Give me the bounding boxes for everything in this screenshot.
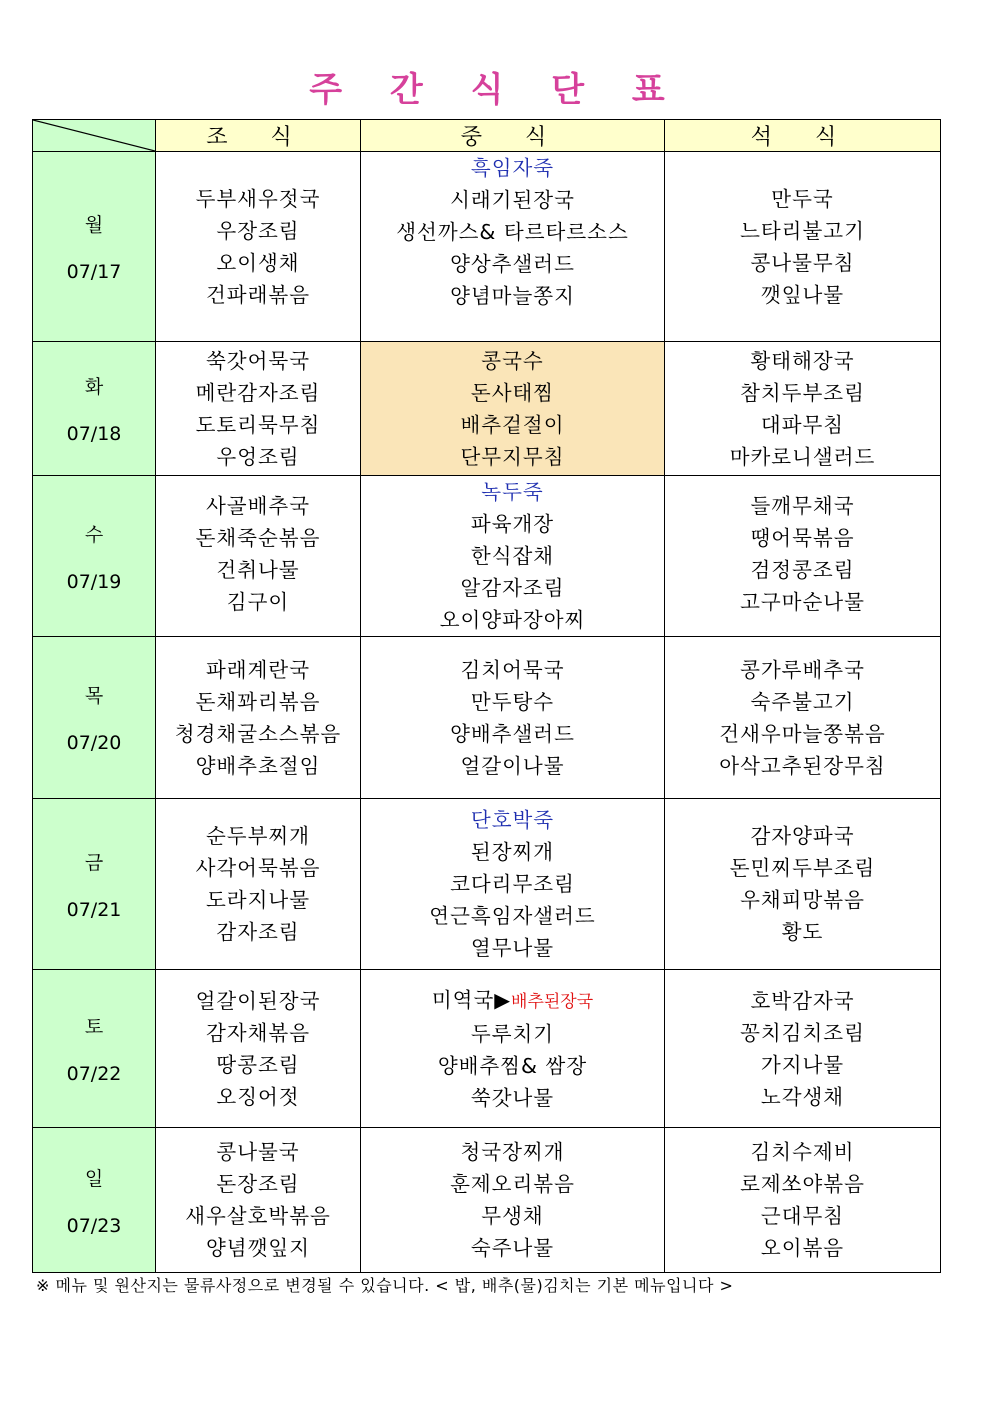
- menu-item: 오이볶음: [760, 1236, 845, 1260]
- replacement-soup: 배추된장국: [511, 991, 594, 1012]
- menu-item: 무생채: [481, 1204, 544, 1228]
- menu-item: 열무나물: [470, 936, 555, 960]
- date-label: 07/20: [66, 732, 122, 754]
- column-header-breakfast: 조 식: [156, 120, 361, 152]
- day-label: 월: [84, 214, 104, 236]
- menu-item: 건파래볶음: [205, 282, 310, 307]
- menu-item: 김구이: [226, 590, 290, 614]
- menu-item: 가지나물: [760, 1052, 845, 1077]
- breakfast-cell: [156, 342, 361, 476]
- menu-item: 노각생채: [760, 1084, 845, 1109]
- menu-item: 우채피망볶음: [740, 888, 865, 912]
- menu-item: 땅콩조림: [216, 1052, 300, 1077]
- date-label: 07/23: [66, 1214, 122, 1237]
- day-label: 토: [84, 1016, 104, 1038]
- day-row: [33, 1128, 941, 1273]
- menu-item: 콩나물무침: [750, 250, 855, 275]
- menu-item: 훈제오리볶음: [450, 1172, 575, 1196]
- menu-item: 한식잡채: [470, 544, 555, 568]
- menu-item: 오징어젓: [216, 1084, 300, 1109]
- menu-item: 파육개장: [470, 512, 555, 536]
- column-header-dinner: 석 식: [665, 120, 941, 152]
- menu-item: 청국장찌개: [460, 1140, 565, 1164]
- breakfast-cell: [156, 637, 361, 799]
- menu-item: 쑥갓어묵국: [205, 348, 310, 373]
- menu-item: 두부새우젓국: [195, 186, 321, 211]
- day-cell: [33, 637, 156, 799]
- menu-item: 콩국수: [481, 348, 544, 373]
- menu-item: 김치어묵국: [460, 657, 565, 682]
- menu-item: 감자채볶음: [205, 1020, 310, 1045]
- lunch-cell: [361, 476, 665, 637]
- menu-item: 아삭고추된장무침: [719, 753, 886, 778]
- menu-item: 도토리묵무침: [195, 412, 321, 437]
- dinner-cell: [665, 152, 941, 342]
- dinner-cell: [665, 637, 941, 799]
- menu-item: 돈사태찜: [470, 380, 555, 405]
- menu-item: 감자조림: [216, 920, 300, 944]
- date-label: 07/19: [66, 570, 122, 593]
- date-label: 07/21: [66, 898, 122, 921]
- day-cell: [33, 342, 156, 476]
- menu-item: 양념깻잎지: [205, 1236, 310, 1260]
- menu-item: 순두부찌개: [205, 824, 310, 848]
- menu-item: 양배추샐러드: [450, 721, 575, 746]
- footer-note: ※ 메뉴 및 원산지는 물류사정으로 변경될 수 있습니다. < 밥, 배추(물)김치는 기본 메뉴입니다 >: [36, 1276, 734, 1295]
- lunch-cell: [361, 799, 665, 970]
- menu-item: 시래기된장국: [450, 188, 575, 212]
- menu-item: 근대무침: [760, 1204, 845, 1228]
- menu-item: 황도: [781, 920, 824, 944]
- menu-item: 숙주불고기: [750, 689, 855, 714]
- menu-item: 얼갈이된장국: [195, 988, 321, 1013]
- special-porridge: 녹두죽: [481, 480, 544, 504]
- day-row: [33, 637, 941, 799]
- menu-item: 꽁치김치조림: [740, 1020, 865, 1045]
- menu-item: 호박감자국: [750, 988, 855, 1013]
- menu-item: 사골배추국: [205, 494, 310, 518]
- menu-item: 검정콩조림: [750, 558, 855, 582]
- menu-item: 돈채죽순볶음: [195, 526, 321, 550]
- menu-item: 연근흑임자샐러드: [429, 904, 596, 928]
- day-row: [33, 799, 941, 970]
- menu-item: 깻잎나물: [760, 282, 845, 307]
- day-cell: [33, 970, 156, 1128]
- menu-item: 김치수제비: [750, 1140, 855, 1164]
- breakfast-cell: [156, 476, 361, 637]
- diagonal-line: [33, 120, 155, 151]
- weekly-menu-table: [32, 119, 941, 1273]
- menu-item: 두루치기: [470, 1021, 555, 1046]
- corner-cell: [33, 120, 156, 152]
- day-cell: [33, 152, 156, 342]
- day-row: [33, 970, 941, 1128]
- menu-item: 들깨무채국: [750, 494, 855, 518]
- menu-item: 양상추샐러드: [450, 252, 575, 276]
- menu-item: 사각어묵볶음: [195, 856, 321, 880]
- menu-item: 대파무침: [760, 412, 845, 437]
- menu-item: 돈장조림: [216, 1172, 300, 1196]
- day-label: 수: [84, 523, 104, 546]
- menu-item: 감자양파국: [750, 824, 855, 848]
- day-cell: [33, 476, 156, 637]
- lunch-cell: [361, 1128, 665, 1273]
- menu-item: 우장조림: [216, 218, 300, 243]
- menu-item: 느타리불고기: [740, 218, 865, 243]
- day-row: [33, 342, 941, 476]
- menu-item: 쑥갓나물: [470, 1085, 555, 1110]
- menu-item: 오이생채: [216, 250, 300, 275]
- column-header-lunch: 중 식: [361, 120, 665, 152]
- breakfast-cell: [156, 1128, 361, 1273]
- menu-item: 만두국: [771, 186, 834, 211]
- menu-item: 양배추초절임: [195, 753, 321, 778]
- menu-item: 코다리무조림: [450, 872, 575, 896]
- day-row: [33, 476, 941, 637]
- date-label: 07/17: [66, 261, 122, 283]
- day-label: 목: [84, 685, 104, 707]
- menu-item: 메란감자조림: [195, 380, 321, 405]
- menu-item: 청경채굴소스볶음: [174, 721, 342, 746]
- menu-item: 콩가루배추국: [740, 657, 865, 682]
- menu-item: 로제쏘야볶음: [740, 1172, 865, 1196]
- lunch-cell: [361, 970, 665, 1128]
- menu-item: 고구마순나물: [740, 590, 865, 614]
- menu-item-substitution: [361, 984, 664, 1018]
- breakfast-cell: [156, 970, 361, 1128]
- menu-item: 만두탕수: [470, 689, 555, 714]
- dinner-cell: [665, 476, 941, 637]
- menu-item: 콩나물국: [216, 1140, 300, 1164]
- menu-item: 된장찌개: [470, 840, 555, 864]
- menu-item: 건취나물: [216, 558, 300, 582]
- menu-item: 건새우마늘쫑볶음: [719, 721, 886, 746]
- menu-item: 숙주나물: [470, 1236, 555, 1260]
- menu-item: 얼갈이나물: [460, 753, 565, 778]
- day-cell: [33, 799, 156, 970]
- menu-item: 황태해장국: [750, 348, 855, 373]
- date-label: 07/22: [66, 1063, 122, 1085]
- lunch-cell: [361, 637, 665, 799]
- dinner-cell: [665, 342, 941, 476]
- menu-item: 도라지나물: [205, 888, 310, 912]
- menu-item: 오이양파장아찌: [439, 608, 586, 632]
- date-label: 07/18: [66, 423, 122, 445]
- menu-item: 생선까스& 타르타르소스: [396, 220, 629, 244]
- dinner-cell: [665, 799, 941, 970]
- menu-item: 참치두부조림: [740, 380, 865, 405]
- special-porridge: 흑임자죽: [470, 156, 555, 180]
- menu-item: 땡어묵볶음: [750, 526, 855, 550]
- breakfast-cell: [156, 152, 361, 342]
- menu-item: 단무지무침: [460, 444, 565, 469]
- header-row: [33, 120, 941, 152]
- special-porridge: 단호박죽: [470, 808, 555, 832]
- dinner-cell: [665, 1128, 941, 1273]
- menu-item: 우엉조림: [216, 444, 300, 469]
- menu-item: 새우살호박볶음: [185, 1204, 331, 1228]
- menu-item: 돈민찌두부조림: [729, 856, 876, 880]
- day-label: 일: [84, 1167, 104, 1190]
- menu-item: 파래계란국: [205, 657, 310, 682]
- menu-item: 알감자조림: [460, 576, 565, 600]
- breakfast-cell: [156, 799, 361, 970]
- menu-item: 돈채꽈리볶음: [195, 689, 321, 714]
- menu-item: 양념마늘쫑지: [450, 284, 575, 308]
- day-cell: [33, 1128, 156, 1273]
- dinner-cell: [665, 970, 941, 1128]
- menu-item: 마카로니샐러드: [729, 444, 876, 469]
- day-row: [33, 152, 941, 342]
- day-label: 금: [84, 851, 104, 874]
- menu-item: 양배추찜& 쌈장: [437, 1053, 588, 1078]
- page-title: 주 간 식 단 표: [309, 70, 683, 110]
- lunch-cell: [361, 152, 665, 342]
- day-label: 화: [84, 376, 104, 398]
- menu-item: 배추겉절이: [460, 412, 565, 437]
- lunch-cell-highlighted: [361, 342, 665, 476]
- original-soup: 미역국▶: [431, 987, 512, 1012]
